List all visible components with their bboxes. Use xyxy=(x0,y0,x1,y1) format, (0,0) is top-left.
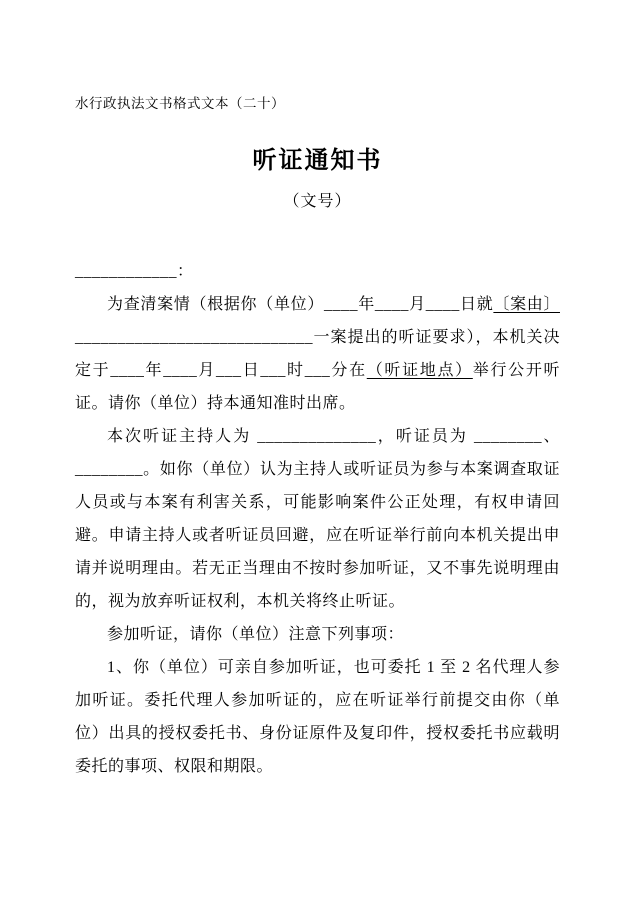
presider-text: 本次听证主持人为 ______________，听证员为 ________、________。如你（单位）认为主持人或听证员为参与本案调查取证人员或与本案有利害关系，可能影响案件公正处理，有权申请回避。申请主持人或者听证员回避，应在听证举行前向本机关提出申请并说明理由。若无正当理由不按时参加听证，又不事先说明理由的，视为放弃听证权利，本机关将终止听证。 xyxy=(75,428,560,610)
paragraph-notice-items xyxy=(75,618,560,651)
paragraph-case-info xyxy=(75,288,560,420)
case-cause-blank: ____________________________ xyxy=(75,329,313,346)
paragraph-item-1 xyxy=(75,651,560,783)
case-info-text-2: 一案提出的听证要求），本机关决定于____年____月___日___时___分在 xyxy=(75,329,560,379)
item-1-text: 1、你（单位）可亲自参加听证，也可委托 1 至 2 名代理人参加听证。委托代理人参加听证的，应在听证举行前提交由你（单位）出具的授权委托书、身份证原件及复印件，授权委托书应载明委托的事项、权限和期限。 xyxy=(75,659,560,775)
notice-items-text: 参加听证，请你（单位）注意下列事项： xyxy=(107,626,405,643)
addressee-blank: ____________： xyxy=(75,263,194,280)
hearing-location-label: （听证地点） xyxy=(366,362,473,379)
case-info-text-1: 为查清案情（根据你（单位）____年____月____日就 xyxy=(107,296,494,313)
doc-title: 听证通知书 xyxy=(252,147,383,174)
doc-series-label: 水行政执法文书格式文本（二十） xyxy=(75,96,285,111)
paragraph-presider xyxy=(75,420,560,618)
addressee-line xyxy=(75,255,560,288)
doc-number: （文号） xyxy=(283,193,352,210)
case-cause-label: 〔案由〕 xyxy=(493,296,560,313)
case-info-text-3: 举行公开听证。请你（单位）持本通知准时出席。 xyxy=(75,362,560,412)
doc-body xyxy=(75,255,560,783)
